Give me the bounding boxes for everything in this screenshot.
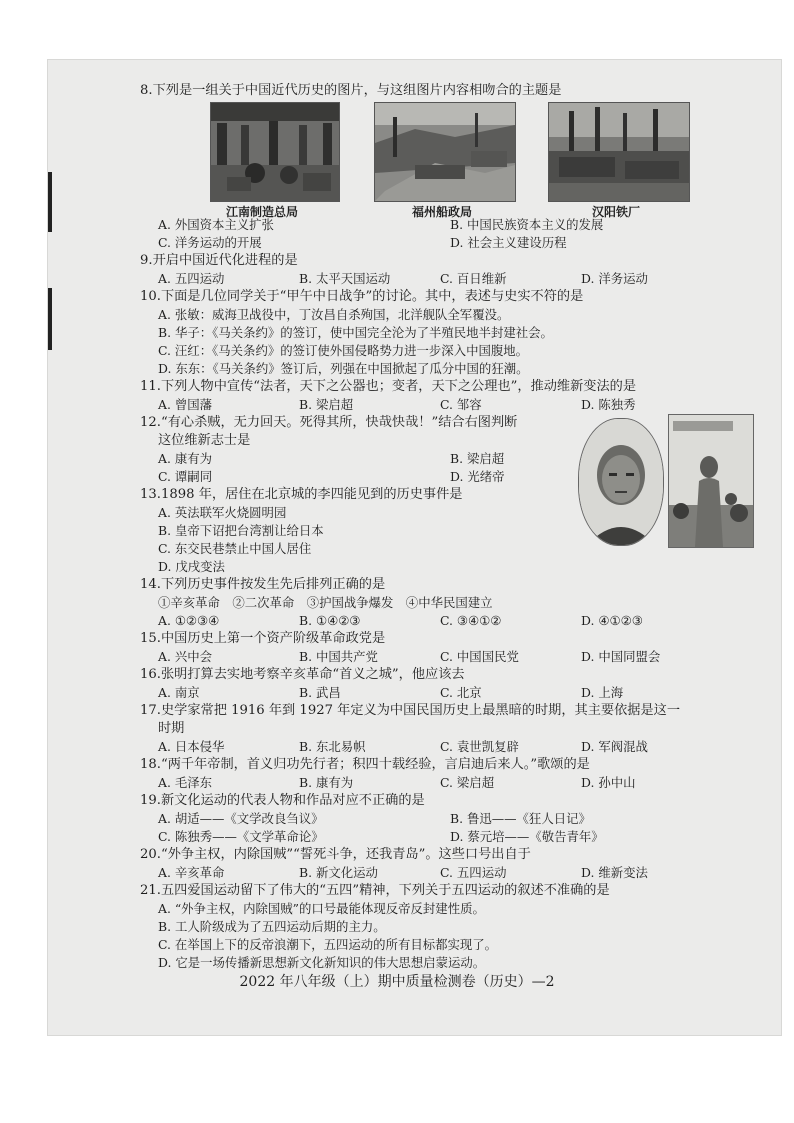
option-c[interactable]: C. 北京 bbox=[440, 685, 482, 700]
option-a[interactable]: A. 胡适——《文学改良刍议》 bbox=[158, 811, 324, 826]
options bbox=[140, 864, 765, 882]
question-16 bbox=[140, 666, 765, 702]
question-14 bbox=[140, 576, 765, 630]
event-list: ①辛亥革命 ②二次革命 ③护国战争爆发 ④中华民国建立 bbox=[158, 595, 493, 610]
options bbox=[140, 810, 765, 846]
question-20 bbox=[140, 846, 765, 882]
question-stem: 1898 年，居住在北京城的李四能见到的历史事件是 bbox=[160, 487, 463, 502]
question-stem: 五四爱国运动留下了伟大的“五四”精神，下列关于五四运动的叙述不准确的是 bbox=[160, 883, 610, 898]
photo-fuzhou-shipyard bbox=[374, 102, 516, 202]
option-a[interactable]: A. 南京 bbox=[158, 685, 200, 700]
question-8 bbox=[140, 82, 765, 252]
question-stem: 张明打算去实地考察辛亥革命“首义之城”，他应该去 bbox=[160, 667, 465, 682]
option-c[interactable]: C. 在举国上下的反帝浪潮下，五四运动的所有目标都实现了。 bbox=[158, 937, 498, 952]
options bbox=[140, 684, 765, 702]
options bbox=[140, 396, 765, 414]
option-d[interactable]: D. 维新变法 bbox=[581, 865, 648, 880]
option-d[interactable]: D. 洋务运动 bbox=[581, 271, 648, 286]
question-number: 8. bbox=[140, 83, 153, 98]
question-stem: 下列是一组关于中国近代历史的图片，与这组图片内容相吻合的主题是 bbox=[152, 83, 562, 98]
option-d[interactable]: D. 陈独秀 bbox=[581, 397, 636, 412]
options bbox=[140, 648, 765, 666]
question-stem: 下列历史事件按发生先后排列正确的是 bbox=[160, 577, 386, 592]
option-d[interactable]: D. 社会主义建设历程 bbox=[450, 235, 567, 250]
option-d[interactable]: D. 孙中山 bbox=[581, 775, 636, 790]
question-number: 18. bbox=[140, 757, 161, 772]
question-9 bbox=[140, 252, 765, 288]
photo-row bbox=[140, 102, 765, 219]
option-c[interactable]: C. 梁启超 bbox=[440, 775, 495, 790]
options bbox=[140, 774, 765, 792]
question-number: 9. bbox=[140, 253, 153, 268]
option-b[interactable]: B. 康有为 bbox=[299, 775, 354, 790]
option-a[interactable]: A. ①②③④ bbox=[158, 613, 220, 628]
option-c[interactable]: C. 汪红：《马关条约》的签订使外国侵略势力进一步深入中国腹地。 bbox=[158, 343, 529, 358]
option-a[interactable]: A. 曾国藩 bbox=[158, 397, 212, 412]
option-d[interactable]: D. 它是一场传播新思想新文化新知识的伟大思想启蒙运动。 bbox=[158, 955, 486, 970]
question-15 bbox=[140, 630, 765, 666]
option-d[interactable]: D. 中国同盟会 bbox=[581, 649, 661, 664]
question-number: 17. bbox=[140, 703, 161, 718]
option-c[interactable]: C. 洋务运动的开展 bbox=[158, 235, 262, 250]
question-stem: “有心杀贼，无力回天。死得其所，快哉快哉！”结合右图判断 bbox=[160, 415, 518, 430]
photo-hanyang-ironworks bbox=[548, 102, 690, 202]
question-number: 20. bbox=[140, 847, 161, 862]
option-a[interactable]: A. 张敏：威海卫战役中，丁汝昌自杀殉国，北洋舰队全军覆没。 bbox=[158, 307, 510, 322]
options bbox=[140, 216, 765, 252]
question-number: 11. bbox=[140, 379, 161, 394]
binding-mark-top bbox=[48, 172, 52, 232]
option-d[interactable]: D. 东东：《马关条约》签订后，列强在中国掀起了瓜分中国的狂潮。 bbox=[158, 361, 529, 376]
option-d[interactable]: D. 蔡元培——《敬告青年》 bbox=[450, 829, 604, 844]
option-d[interactable]: D. ④①②③ bbox=[581, 613, 643, 628]
page-footer: 2022 年八年级（上）期中质量检测卷（历史）—2 bbox=[239, 974, 555, 990]
option-b[interactable]: B. 太平天国运动 bbox=[299, 271, 391, 286]
option-d[interactable]: D. 军阀混战 bbox=[581, 739, 648, 754]
option-a[interactable]: A. 毛泽东 bbox=[158, 775, 212, 790]
option-c[interactable]: C. 中国国民党 bbox=[440, 649, 519, 664]
caption-hanyang-ironworks: 汉阳铁厂 bbox=[592, 205, 641, 219]
option-c[interactable]: C. 陈独秀——《文学革命论》 bbox=[158, 829, 324, 844]
option-c[interactable]: C. 百日维新 bbox=[440, 271, 507, 286]
question-18 bbox=[140, 756, 765, 792]
question-stem: 中国历史上第一个资产阶级革命政党是 bbox=[160, 631, 386, 646]
option-a[interactable]: A. 五四运动 bbox=[158, 271, 225, 286]
option-d[interactable]: D. 戊戌变法 bbox=[158, 559, 225, 574]
option-a[interactable]: A. 康有为 bbox=[158, 451, 212, 466]
question-stem: 新文化运动的代表人物和作品对应不正确的是 bbox=[160, 793, 425, 808]
caption-fuzhou-shipyard: 福州船政局 bbox=[412, 205, 473, 219]
question-stem-continued: 这位维新志士是 bbox=[158, 433, 251, 448]
question-stem: 下面是几位同学关于“甲午中日战争”的讨论。其中，表述与史实不符的是 bbox=[160, 289, 584, 304]
option-a[interactable]: A. 外国资本主义扩张 bbox=[158, 217, 274, 232]
question-21 bbox=[140, 882, 765, 972]
question-number: 19. bbox=[140, 793, 161, 808]
option-b[interactable]: B. 皇帝下诏把台湾割让给日本 bbox=[158, 523, 324, 538]
option-c[interactable]: C. ③④①② bbox=[440, 613, 502, 628]
option-c[interactable]: C. 五四运动 bbox=[440, 865, 507, 880]
options bbox=[140, 612, 765, 630]
portrait-photo bbox=[578, 418, 664, 546]
option-a[interactable]: A. “外争主权，内除国贼”的口号最能体现反帝反封建性质。 bbox=[158, 901, 485, 916]
option-b[interactable]: B. 梁启超 bbox=[450, 451, 505, 466]
photo-jiangnan-arsenal bbox=[210, 102, 340, 202]
question-stem: “外争主权，内除国贼”“誓死斗争，还我青岛”。这些口号出自于 bbox=[160, 847, 531, 862]
options bbox=[140, 270, 765, 288]
option-b[interactable]: B. 梁启超 bbox=[299, 397, 354, 412]
question-number: 14. bbox=[140, 577, 161, 592]
question-10 bbox=[140, 288, 765, 378]
question-stem: 开启中国近代化进程的是 bbox=[152, 253, 298, 268]
question-stem: 史学家常把 1916 年到 1927 年定义为中国民国历史上最黑暗的时期，其主要依据是这一 bbox=[160, 703, 681, 718]
option-b[interactable]: B. 东北易帜 bbox=[299, 739, 366, 754]
option-b[interactable]: B. ①④②③ bbox=[299, 613, 361, 628]
question-stem: “两千年帝制，首义归功先行者；积四十载经验，言启迪后来人。”歌颂的是 bbox=[160, 757, 590, 772]
options bbox=[140, 738, 765, 756]
question-number: 12. bbox=[140, 415, 161, 430]
question-number: 10. bbox=[140, 289, 161, 304]
question-number: 21. bbox=[140, 883, 161, 898]
question-11 bbox=[140, 378, 765, 414]
option-b[interactable]: B. 工人阶级成为了五四运动后期的主力。 bbox=[158, 919, 386, 934]
question-stem-continued: 时期 bbox=[158, 721, 185, 736]
option-a[interactable]: A. 辛亥革命 bbox=[158, 865, 225, 880]
options bbox=[140, 450, 580, 486]
option-b[interactable]: B. 中国民族资本主义的发展 bbox=[450, 217, 604, 232]
option-b[interactable]: B. 华子：《马关条约》的签订，使中国完全沦为了半殖民地半封建社会。 bbox=[158, 325, 553, 340]
question-number: 15. bbox=[140, 631, 161, 646]
option-c[interactable]: C. 袁世凯复辟 bbox=[440, 739, 519, 754]
option-d[interactable]: D. 上海 bbox=[581, 685, 624, 700]
option-d[interactable]: D. 光绪帝 bbox=[450, 469, 505, 484]
option-b[interactable]: B. 新文化运动 bbox=[299, 865, 378, 880]
question-number: 16. bbox=[140, 667, 161, 682]
option-a[interactable]: A. 兴中会 bbox=[158, 649, 212, 664]
question-19 bbox=[140, 792, 765, 846]
binding-mark-bottom bbox=[48, 288, 52, 350]
option-c[interactable]: C. 邹容 bbox=[440, 397, 482, 412]
question-12 bbox=[140, 414, 580, 486]
option-c[interactable]: C. 谭嗣同 bbox=[158, 469, 213, 484]
option-a[interactable]: A. 日本侵华 bbox=[158, 739, 225, 754]
question-stem: 下列人物中宣传“法者，天下之公器也；变者，天下之公理也”，推动维新变法的是 bbox=[160, 379, 637, 394]
execution-scene-illustration bbox=[668, 414, 754, 548]
question-17 bbox=[140, 702, 765, 756]
option-a[interactable]: A. 英法联军火烧圆明园 bbox=[158, 505, 287, 520]
option-b[interactable]: B. 中国共产党 bbox=[299, 649, 378, 664]
option-c[interactable]: C. 东交民巷禁止中国人居住 bbox=[158, 541, 312, 556]
caption-jiangnan-arsenal: 江南制造总局 bbox=[226, 205, 299, 219]
option-b[interactable]: B. 鲁迅——《狂人日记》 bbox=[450, 811, 591, 826]
option-b[interactable]: B. 武昌 bbox=[299, 685, 341, 700]
question-number: 13. bbox=[140, 487, 161, 502]
